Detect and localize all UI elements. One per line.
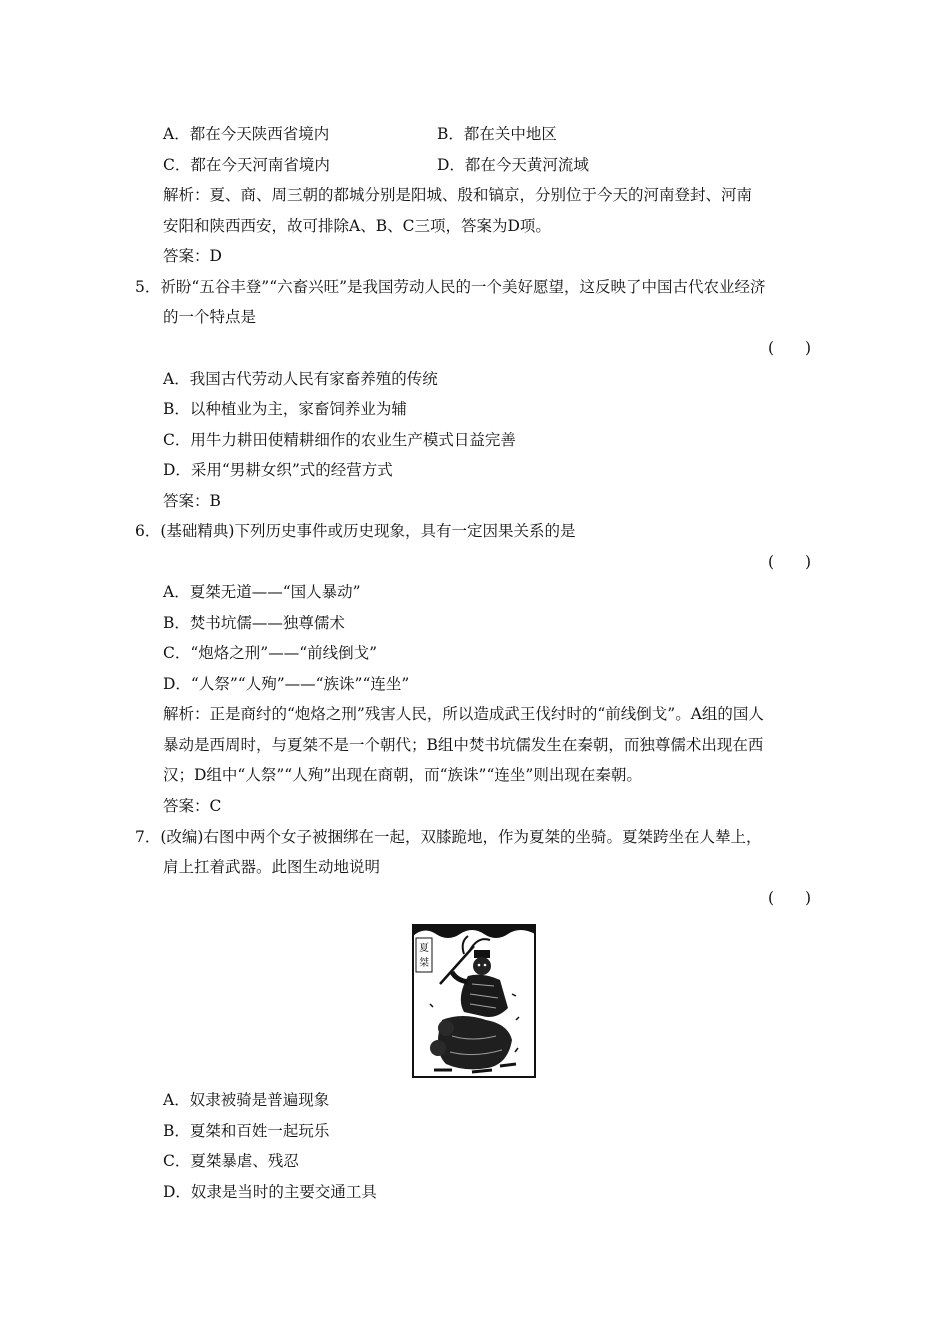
q5-option-d: D．采用“男耕女织”式的经营方式	[163, 461, 393, 479]
figure-caption-char-1: 夏	[419, 943, 429, 954]
q4-option-c: C．都在今天河南省境内	[163, 156, 330, 174]
q6-stem: 6．(基础精典)下列历史事件或历史现象，具有一定因果关系的是	[135, 522, 576, 540]
q7-option-b: B．夏桀和百姓一起玩乐	[163, 1122, 330, 1140]
q6-option-c: C．“炮烙之刑”——“前线倒戈”	[163, 644, 378, 662]
q6-answer-blank: ( )	[768, 553, 812, 571]
q4-option-b: B．都在关中地区	[437, 125, 557, 143]
q5-stem-line-1: 5．祈盼“五谷丰登”“六畜兴旺”是我国劳动人民的一个美好愿望，这反映了中国古代农业经济	[135, 278, 766, 296]
q7-option-d: D．奴隶是当时的主要交通工具	[163, 1183, 377, 1201]
q4-option-a: A．都在今天陕西省境内	[163, 125, 330, 143]
q6-analysis-line-2: 暴动是西周时，与夏桀不是一个朝代；B组中焚书坑儒发生在秦朝，而独尊儒术出现在西	[163, 736, 764, 754]
q5-stem-line-2: 的一个特点是	[163, 308, 257, 326]
q4-analysis-line-1: 解析：夏、商、周三朝的都城分别是阳城、殷和镐京，分别位于今天的河南登封、河南	[163, 186, 753, 204]
woodcut-illustration	[412, 924, 536, 1078]
q6-answer: 答案：C	[163, 797, 222, 815]
xia-jie-woodcut-figure	[412, 924, 536, 1078]
q4-option-d: D．都在今天黄河流域	[437, 156, 589, 174]
q6-option-b: B．焚书坑儒——独尊儒术	[163, 614, 345, 632]
q5-answer-blank: ( )	[768, 339, 812, 357]
q5-answer: 答案：B	[163, 492, 221, 510]
q7-option-a: A．奴隶被骑是普遍现象	[163, 1091, 330, 1109]
q7-stem-line-1: 7．(改编)右图中两个女子被捆绑在一起，双膝跪地，作为夏桀的坐骑。夏桀跨坐在人辇上，	[135, 828, 762, 846]
q5-option-c: C．用牛力耕田使精耕细作的农业生产模式日益完善	[163, 431, 516, 449]
q5-option-b: B．以种植业为主，家畜饲养业为辅	[163, 400, 407, 418]
q5-option-a: A．我国古代劳动人民有家畜养殖的传统	[163, 370, 438, 388]
q6-option-d: D．“人祭”“人殉”——“族诛”“连坐”	[163, 675, 410, 693]
q6-analysis-line-3: 汉；D组中“人祭”“人殉”出现在商朝，而“族诛”“连坐”则出现在秦朝。	[163, 766, 642, 784]
q4-answer: 答案：D	[163, 247, 222, 265]
q6-analysis-line-1: 解析：正是商纣的“炮烙之刑”残害人民，所以造成武王伐纣时的“前线倒戈”。A组的国人	[163, 705, 764, 723]
figure-caption-char-2: 桀	[419, 958, 429, 969]
q7-stem-line-2: 肩上扛着武器。此图生动地说明	[163, 858, 381, 876]
q7-option-c: C．夏桀暴虐、残忍	[163, 1152, 299, 1170]
q4-analysis-line-2: 安阳和陕西西安，故可排除A、B、C三项，答案为D项。	[163, 217, 551, 235]
q7-answer-blank: ( )	[768, 889, 812, 907]
q6-option-a: A．夏桀无道——“国人暴动”	[163, 583, 361, 601]
